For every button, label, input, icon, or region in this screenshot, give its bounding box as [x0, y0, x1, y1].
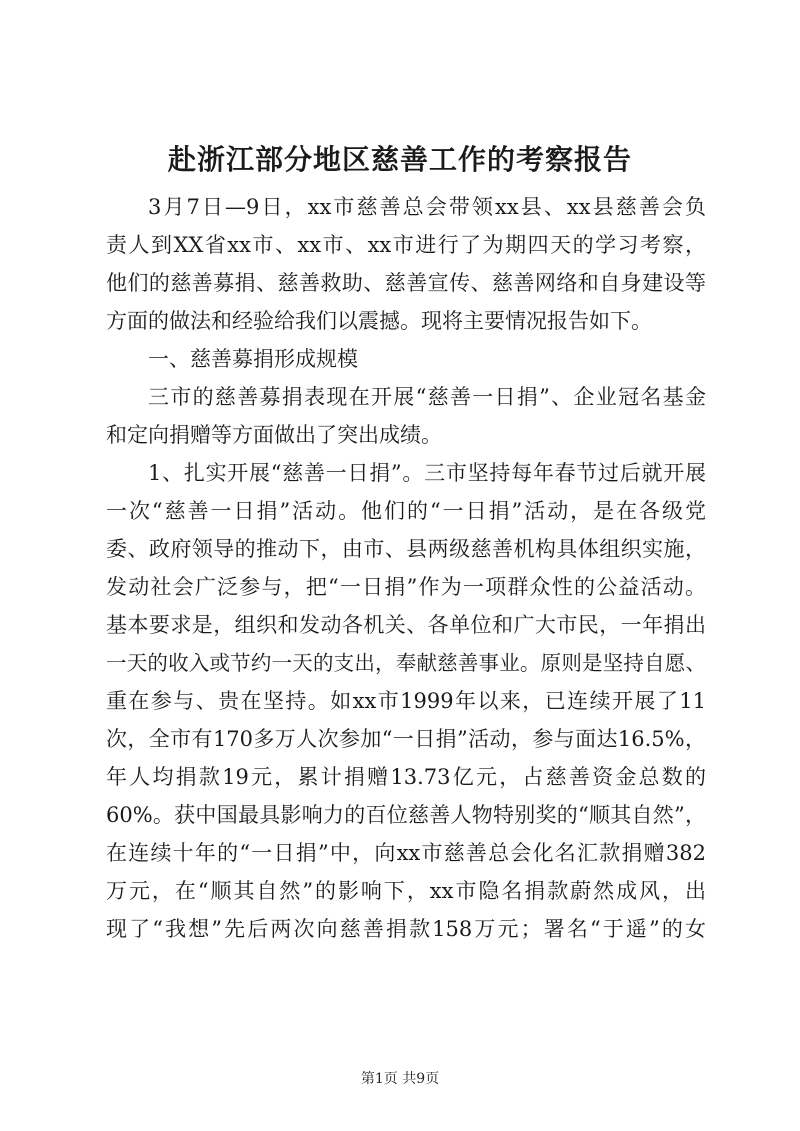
paragraph-line: 万元，在“顺其自然”的影响下，xx市隐名捐款蔚然成风，出 [106, 879, 706, 903]
paragraph-line: 次，全市有170多万人次参加“一日捐”活动，参与面达16.5%， [106, 727, 706, 751]
paragraph-line: 年人均捐款19元，累计捐赠13.73亿元，占慈善资金总数的 [106, 765, 706, 789]
paragraph-line: 责人到XX省xx市、xx市、xx市进行了为期四天的学习考察， [106, 233, 706, 257]
paragraph-line: 委、政府领导的推动下，由市、县两级慈善机构具体组织实施， [106, 537, 706, 561]
page-number-footer: 第1页 共9页 [360, 1071, 440, 1087]
paragraph-line: 3月7日—9日，xx市慈善总会带领xx县、xx县慈善会负 [148, 195, 706, 219]
document-body [106, 188, 706, 948]
paragraph-line: 他们的慈善募捐、慈善救助、慈善宣传、慈善网络和自身建设等 [106, 271, 706, 295]
paragraph-line: 在连续十年的“一日捐”中，向xx市慈善总会化名汇款捐赠382 [106, 841, 706, 865]
paragraph-line: 一次“慈善一日捐”活动。他们的“一日捐”活动，是在各级党 [106, 499, 706, 523]
paragraph-line: 60%。获中国最具影响力的百位慈善人物特别奖的“顺其自然”， [106, 803, 706, 827]
paragraph-line: 三市的慈善募捐表现在开展“慈善一日捐”、企业冠名基金 [148, 385, 706, 409]
paragraph-line: 发动社会广泛参与，把“一日捐”作为一项群众性的公益活动。 [106, 575, 706, 599]
paragraph-line: 方面的做法和经验给我们以震撼。现将主要情况报告如下。 [106, 309, 652, 333]
document-title: 赴浙江部分地区慈善工作的考察报告 [167, 143, 632, 176]
section-heading: 一、慈善募捐形成规模 [148, 347, 358, 371]
paragraph-line: 基本要求是，组织和发动各机关、各单位和广大市民，一年捐出 [106, 613, 706, 637]
paragraph-line: 重在参与、贵在坚持。如xx市1999年以来，已连续开展了11 [106, 689, 706, 713]
paragraph-line: 一天的收入或节约一天的支出，奉献慈善事业。原则是坚持自愿、 [106, 651, 706, 675]
paragraph-line: 1、扎实开展“慈善一日捐”。三市坚持每年春节过后就开展 [148, 461, 706, 485]
paragraph-line: 和定向捐赠等方面做出了突出成绩。 [106, 423, 442, 447]
paragraph-line: 现了“我想”先后两次向慈善捐款158万元；署名“于遥”的女 [106, 917, 706, 941]
